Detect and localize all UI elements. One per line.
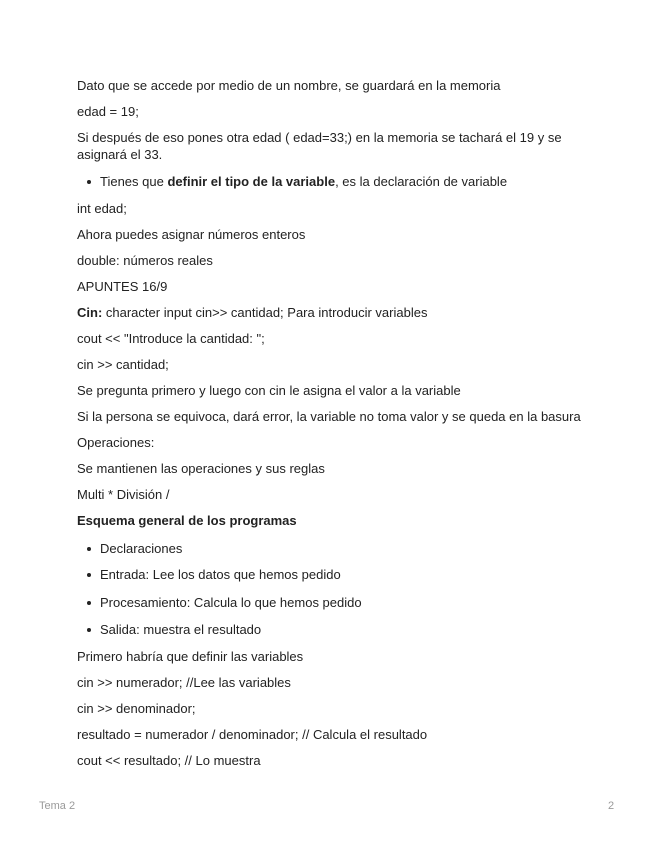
paragraph: [77, 304, 597, 321]
term-label: Cin:: [77, 305, 103, 320]
list-item-emphasis: definir el tipo de la variable: [167, 174, 336, 189]
list-item: [77, 173, 597, 190]
list-item-text-start: Tienes que: [100, 174, 168, 189]
list-item-text: Procesamiento: Calcula lo que hemos pedido: [100, 595, 362, 610]
code-line: cin >> numerador; //Lee las variables: [77, 675, 291, 690]
list-item-text: Salida: muestra el resultado: [100, 622, 262, 637]
paragraph: Si después de eso pones otra edad ( edad=33;) en la memoria se tachará el 19 y se asignará el 33.: [77, 130, 562, 162]
code-line: cin >> cantidad;: [77, 357, 169, 372]
paragraph: Ahora puedes asignar números enteros: [77, 227, 306, 242]
paragraph: Multi * División /: [77, 487, 170, 502]
document-body: [77, 77, 597, 769]
list-item: [77, 621, 597, 638]
bullet-icon: [87, 601, 91, 605]
section-heading-text: Esquema general de los programas: [77, 513, 297, 528]
bullet-icon: [87, 180, 91, 184]
code-line: resultado = numerador / denominador; // Calcula el resultado: [77, 727, 428, 742]
paragraph: Se mantienen las operaciones y sus reglas: [77, 461, 325, 476]
code-line: cin >> denominador;: [77, 701, 196, 716]
paragraph: Operaciones:: [77, 435, 155, 450]
footer-section-label: Tema 2: [39, 800, 76, 812]
list-item: [77, 566, 597, 583]
section-heading: APUNTES 16/9: [77, 279, 168, 294]
code-line: cout << "Introduce la cantidad: ";: [77, 331, 265, 346]
bullet-icon: [87, 628, 91, 632]
list-item: [77, 540, 597, 557]
page-number: 2: [608, 800, 615, 812]
list-item-text-end: , es la declaración de variable: [335, 174, 508, 189]
code-line: cout << resultado; // Lo muestra: [77, 753, 261, 768]
paragraph: double: números reales: [77, 253, 213, 268]
paragraph: Dato que se accede por medio de un nombre, se guardará en la memoria: [77, 78, 501, 93]
paragraph: Si la persona se equivoca, dará error, la variable no toma valor y se queda en la basura: [77, 409, 581, 424]
term-description: character input cin>> cantidad; Para introducir variables: [102, 305, 428, 320]
section-heading: [77, 512, 597, 529]
code-line: int edad;: [77, 201, 127, 216]
bullet-icon: [87, 547, 91, 551]
list-item: [77, 594, 597, 611]
list-item-text: Entrada: Lee los datos que hemos pedido: [100, 567, 341, 582]
bullet-icon: [87, 573, 91, 577]
list-item-text: Declaraciones: [100, 541, 183, 556]
paragraph: Primero habría que definir las variables: [77, 649, 304, 664]
paragraph: Se pregunta primero y luego con cin le asigna el valor a la variable: [77, 383, 461, 398]
code-line: edad = 19;: [77, 104, 139, 119]
